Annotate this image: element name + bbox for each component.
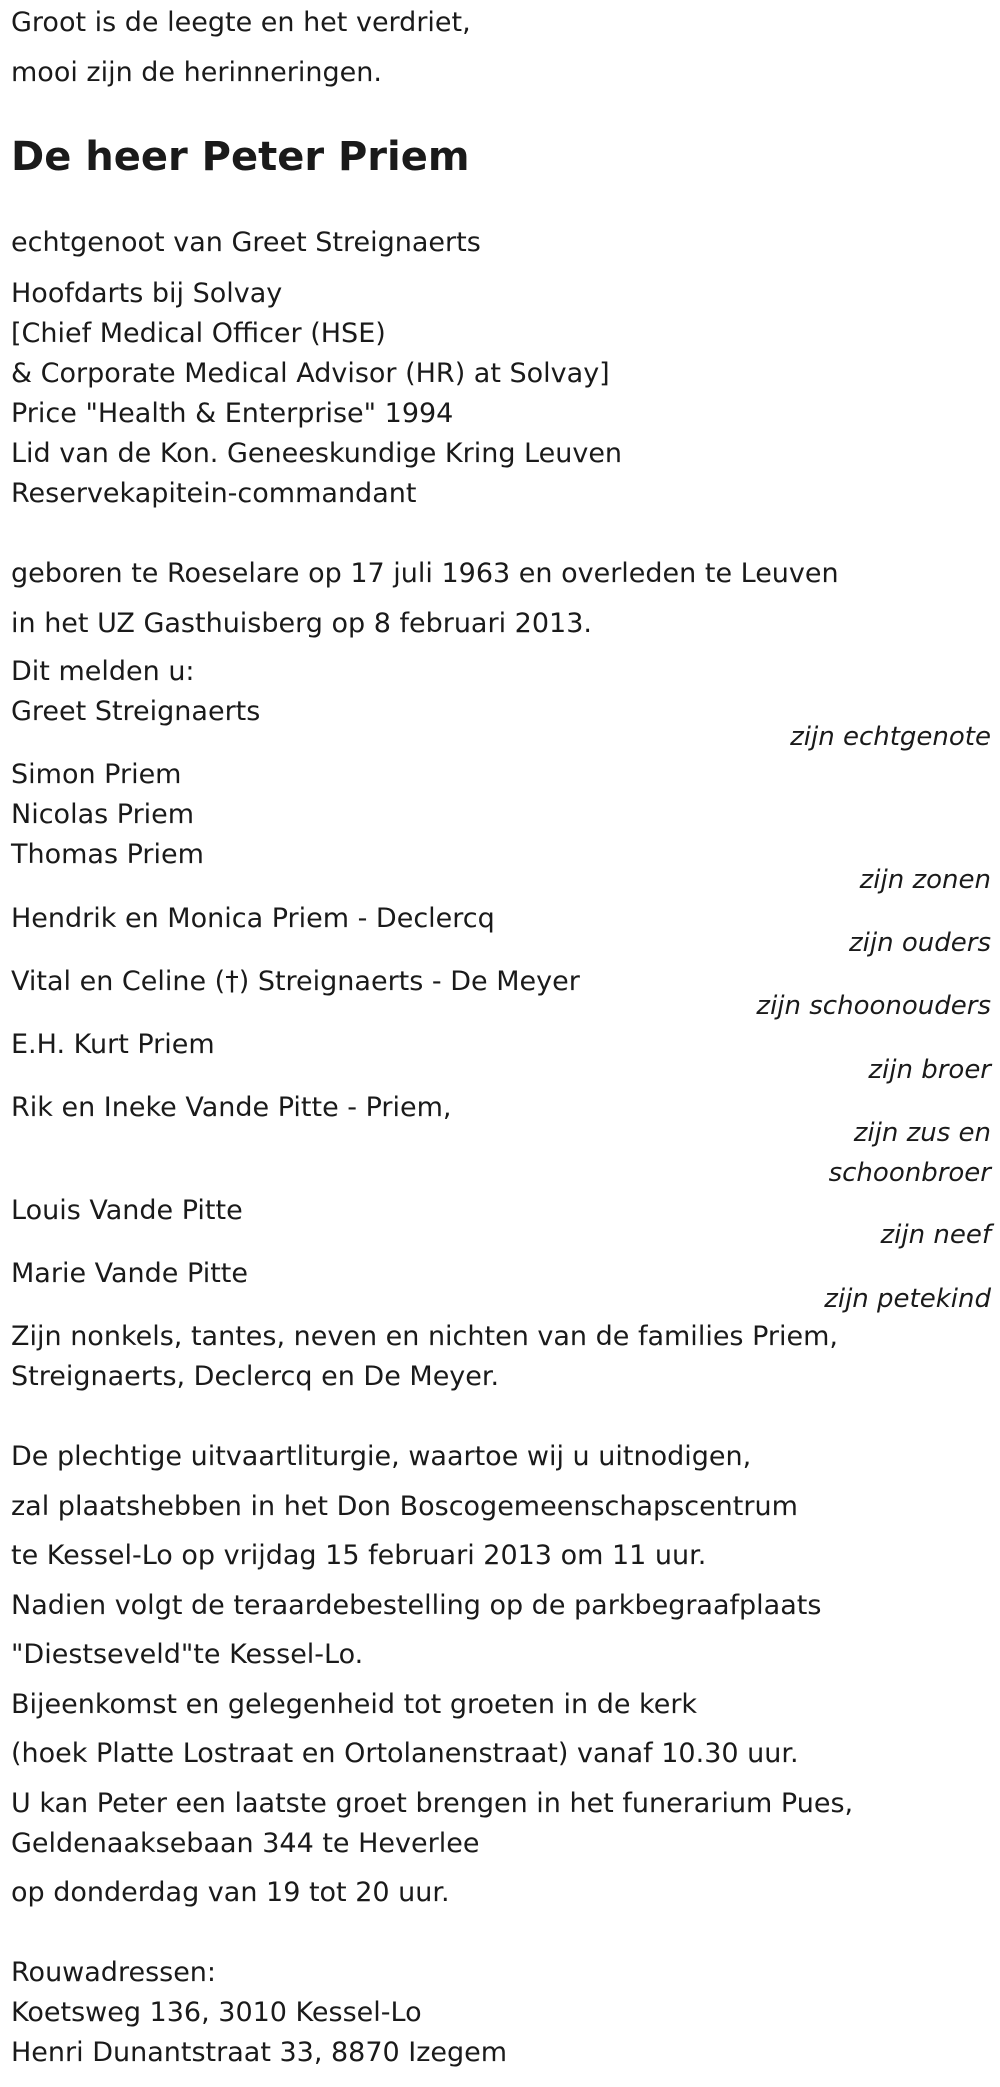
addresses-heading: Rouwadressen:	[11, 1957, 217, 1988]
spouse-name: Greet Streignaerts	[11, 696, 261, 727]
announce-intro: Dit melden u:	[11, 656, 195, 687]
birth-death-line-1: geboren te Roeselare op 17 juli 1963 en overleden te Leuven	[11, 558, 839, 589]
godchild-name: Marie Vande Pitte	[11, 1258, 248, 1289]
title-line-2: [Chief Medical Officer (HSE)	[11, 318, 386, 349]
nephew-relation: zijn neef	[880, 1220, 991, 1250]
parents-name: Hendrik en Monica Priem - Declercq	[11, 903, 495, 934]
sister-relation-2: schoonbroer	[828, 1158, 991, 1188]
address-1: Koetsweg 136, 3010 Kessel-Lo	[11, 1997, 422, 2028]
inlaws-name: Vital en Celine (†) Streignaerts - De Meyer	[11, 966, 580, 997]
sister-relation-1: zijn zus en	[853, 1118, 991, 1148]
title-line-5: Lid van de Kon. Geneeskundige Kring Leuven	[11, 438, 623, 469]
title-line-3: & Corporate Medical Advisor (HR) at Solvay]	[11, 358, 610, 389]
funeral-line-1: De plechtige uitvaartliturgie, waartoe wij u uitnodigen,	[11, 1441, 752, 1472]
spouse-line: echtgenoot van Greet Streignaerts	[11, 227, 481, 258]
title-line-1: Hoofdarts bij Solvay	[11, 278, 283, 309]
sons-relation: zijn zonen	[859, 865, 991, 895]
funeral-line-6: Bijeenkomst en gelegenheid tot groeten in de kerk	[11, 1689, 698, 1720]
funeral-line-7: (hoek Platte Lostraat en Ortolanenstraat) vanaf 10.30 uur.	[11, 1738, 799, 1769]
address-2: Henri Dunantstraat 33, 8870 Izegem	[11, 2037, 508, 2068]
funeral-line-10: op donderdag van 19 tot 20 uur.	[11, 1877, 450, 1908]
parents-relation: zijn ouders	[849, 928, 991, 958]
sister-name: Rik en Ineke Vande Pitte - Priem,	[11, 1092, 452, 1123]
funeral-line-9: Geldenaaksebaan 344 te Heverlee	[11, 1828, 480, 1859]
intro-line-1: Groot is de leegte en het verdriet,	[11, 7, 471, 38]
spouse-relation: zijn echtgenote	[790, 722, 991, 752]
brother-relation: zijn broer	[868, 1055, 991, 1085]
funeral-line-5: "Diestseveld"te Kessel-Lo.	[11, 1639, 364, 1670]
funeral-line-8: U kan Peter een laatste groet brengen in het funerarium Pues,	[11, 1788, 854, 1819]
title-line-6: Reservekapitein-commandant	[11, 478, 417, 509]
intro-line-2: mooi zijn de herinneringen.	[11, 57, 382, 88]
son-3: Thomas Priem	[11, 839, 204, 870]
funeral-line-4: Nadien volgt de teraardebestelling op de parkbegraafplaats	[11, 1590, 822, 1621]
extended-family-line-2: Streignaerts, Declercq en De Meyer.	[11, 1361, 500, 1392]
extended-family-line-1: Zijn nonkels, tantes, neven en nichten van de families Priem,	[11, 1321, 838, 1352]
brother-name: E.H. Kurt Priem	[11, 1029, 215, 1060]
son-2: Nicolas Priem	[11, 799, 195, 830]
deceased-name: De heer Peter Priem	[11, 134, 470, 180]
birth-death-line-2: in het UZ Gasthuisberg op 8 februari 2013.	[11, 608, 592, 639]
nephew-name: Louis Vande Pitte	[11, 1195, 243, 1226]
funeral-line-2: zal plaatshebben in het Don Boscogemeenschapscentrum	[11, 1491, 798, 1522]
godchild-relation: zijn petekind	[824, 1284, 991, 1314]
funeral-line-3: te Kessel-Lo op vrijdag 15 februari 2013 om 11 uur.	[11, 1540, 707, 1571]
inlaws-relation: zijn schoonouders	[756, 991, 991, 1021]
title-line-4: Price "Health & Enterprise" 1994	[11, 398, 454, 429]
son-1: Simon Priem	[11, 759, 182, 790]
